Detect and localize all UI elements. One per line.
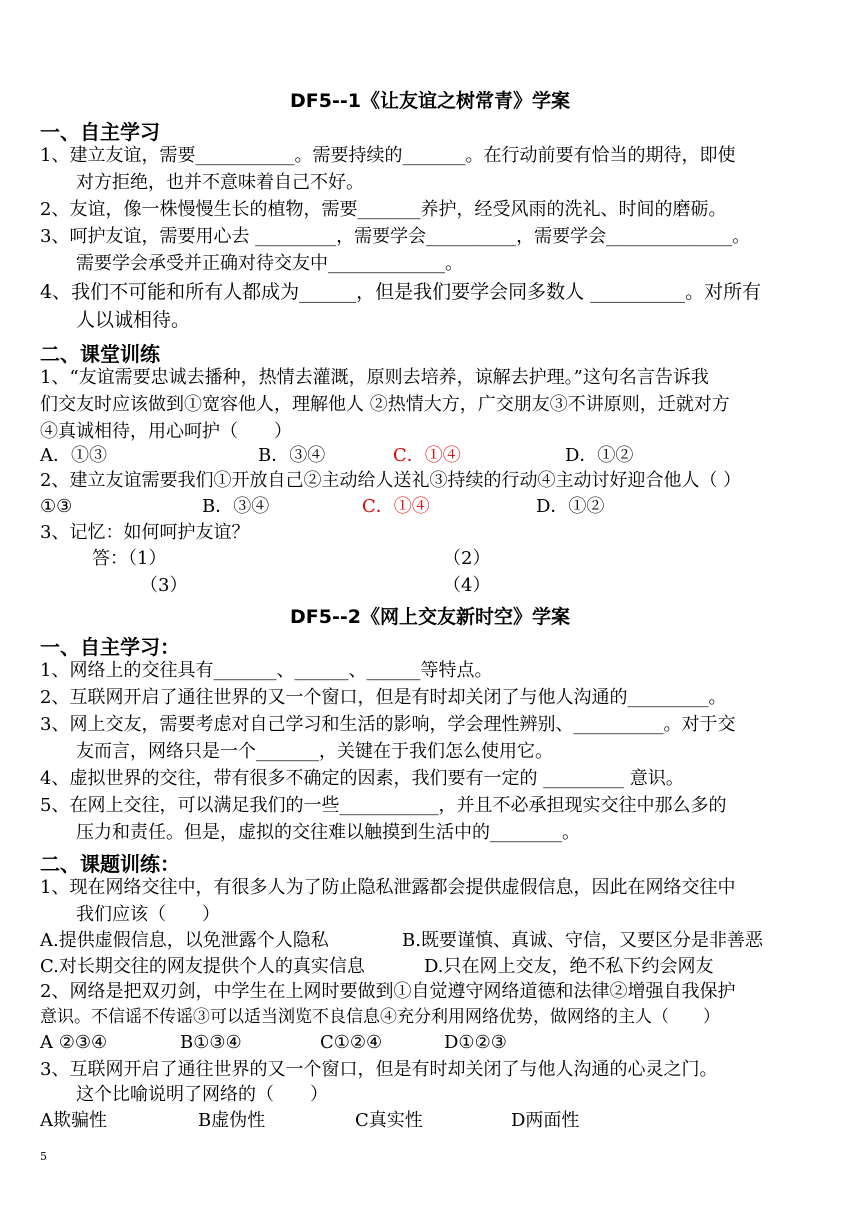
option-d: D.只在网上交友，绝不私下约会网友 [424,956,714,977]
s2-t2-line1: 2、网络是把双刃剑，中学生在上网时要做到①自觉遵守网络道德和法律②增强自我保护 [40,981,736,1002]
s2-q3-line2: 友而言，网络只是一个_______，关键在于我们怎么使用它。 [76,741,553,762]
page-number: 5 [40,1150,47,1163]
s2-q4: 4、虚拟世界的交往，带有很多不确定的因素，我们要有一定的 _________ 意识。 [40,768,684,789]
lesson2-title: DF5--2《网上交友新时空》学案 [290,606,570,628]
s1-q4-line2: 人以诚相待。 [76,309,191,331]
s2-q3-line1: 3、网上交友，需要考虑对自己学习和生活的影响，学会理性辨别、__________。对于交 [40,714,736,735]
s1-q4-line1: 4、我们不可能和所有人都成为______，但是我们要学会同多数人 __________。对所有 [40,281,762,303]
s2-q5-line2: 压力和责任。但是，虚拟的交往难以触摸到生活中的________。 [76,822,580,843]
s2-t3-options [40,1109,579,1133]
s2-t2-options [40,1031,507,1055]
s2-t3-line1: 3、互联网开启了通往世界的又一个窗口，但是有时却关闭了与他人沟通的心灵之门。 [40,1059,718,1080]
option-b: B．③④ [258,445,326,466]
s1-t2-line1: 2、建立友谊需要我们①开放自己②主动给人送礼③持续的行动④主动讨好迎合他人（ ） [40,470,742,491]
s1-t3-answer-4: （4） [443,575,491,596]
s1-q1-line1: 1、建立友谊，需要___________。需要持续的_______。在行动前要有恰当的期待，即使 [40,145,736,166]
s2-q5-line1: 5、在网上交往，可以满足我们的一些___________，并且不必承担现实交往中那么多的 [40,795,727,816]
option-d: D．①② [565,445,634,466]
s1-q2: 2、友谊，像一株慢慢生长的植物，需要_______养护，经受风雨的洗礼、时间的磨砺。 [40,199,727,220]
option-b: B．③④ [202,496,270,517]
s1-q3-line1: 3、呵护友谊，需要用心去 _________，需要学会__________，需要学会______________。 [40,226,751,247]
option-c-answer: C．①④ [393,445,461,466]
option-c: C真实性 [355,1110,423,1131]
section1-heading-self-study: 一、自主学习 [40,120,160,144]
option-d: D两面性 [511,1110,580,1131]
s2-q2: 2、互联网开启了通往世界的又一个窗口，但是有时却关闭了与他人沟通的_________。 [40,687,727,708]
option-a: A．①③ [40,445,107,466]
s1-t1-line1: 1、“友谊需要忠诚去播种，热情去灌溉，原则去培养，谅解去护理。”这句名言告诉我 [40,367,709,388]
section1-heading-class-training: 二、课堂训练 [40,342,160,366]
s1-q3-line2: 需要学会承受并正确对待交友中_____________。 [76,253,463,274]
s2-q1: 1、网络上的交往具有_______、______、______等特点。 [40,660,493,681]
option-b: B虚伪性 [198,1110,266,1131]
option-c: C①②④ [320,1032,383,1053]
s1-q1-line2: 对方拒绝，也并不意味着自己不好。 [76,172,364,193]
s2-t1-options-ab [40,929,763,953]
s2-t2-line2: 意识。不信谣不传谣③可以适当浏览不良信息④充分利用网络优势，做网络的主人（ ） [40,1007,720,1027]
s1-t3-answer-3: （3） [140,575,188,596]
option-a: ①③ [40,496,73,517]
option-c: C.对长期交往的网友提供个人的真实信息 [40,956,365,977]
s1-t3: 3、记忆：如何呵护友谊？ [40,522,250,543]
section2-heading-topic-training: 二、课题训练： [40,852,180,876]
option-c-answer: C．①④ [362,496,430,517]
option-d: D．①② [536,496,605,517]
s1-t1-options [40,444,633,468]
s2-t1-options-cd [40,955,714,979]
s2-t1-line2: 我们应该（ ） [76,904,220,925]
s1-t1-line2: 们交友时应该做到①宽容他人，理解他人 ②热情大方，广交朋友③不讲原则，迁就对方 [40,394,730,415]
option-d: D①②③ [444,1032,507,1053]
option-b: B.既要谨慎、真诚、守信，又要区分是非善恶 [402,930,763,951]
option-a: A.提供虚假信息，以免泄露个人隐私 [40,930,329,951]
option-b: B①③④ [180,1032,242,1053]
s2-t1-line1: 1、现在网络交往中，有很多人为了防止隐私泄露都会提供虚假信息，因此在网络交往中 [40,877,736,898]
s1-t3-answer-2: （2） [443,548,491,569]
s1-t3-answer-1: 答：（1） [92,548,167,569]
s2-t3-line2: 这个比喻说明了网络的（ ） [76,1084,328,1105]
option-a: A欺骗性 [40,1110,107,1131]
option-a: A ②③④ [40,1032,108,1053]
s1-t2-options [40,495,604,519]
section2-heading-self-study: 一、自主学习： [40,635,180,659]
s1-t1-line3: ④真诚相待，用心呵护（ ） [40,421,292,442]
lesson1-title: DF5--1《让友谊之树常青》学案 [290,90,570,112]
